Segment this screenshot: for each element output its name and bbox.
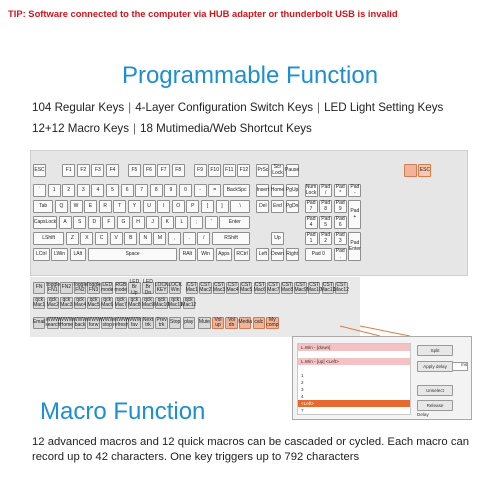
key[interactable]: qck Mac7 <box>114 296 127 308</box>
key[interactable]: Pause <box>286 164 299 177</box>
key[interactable]: Apps <box>216 248 233 261</box>
apply-delay-button[interactable]: Apply delay <box>417 361 453 372</box>
key[interactable]: LCtrl <box>33 248 50 261</box>
key[interactable]: CST Mac9 <box>294 281 307 293</box>
key[interactable]: LED Br Up <box>129 278 140 296</box>
key[interactable]: WWW back <box>72 316 88 328</box>
key[interactable]: X <box>80 232 93 245</box>
key[interactable]: ESC <box>418 164 431 177</box>
key[interactable]: WWW Home <box>59 316 74 328</box>
key[interactable]: CST Mac3 <box>212 281 226 293</box>
key[interactable]: Next trk <box>142 316 154 328</box>
key[interactable]: Pad 0 <box>305 248 333 261</box>
key[interactable]: Toggle FN3 <box>86 281 101 293</box>
key[interactable]: 1 <box>48 184 61 197</box>
key[interactable]: Pad 6 <box>334 216 347 229</box>
key[interactable]: K <box>161 216 174 229</box>
key[interactable]: U <box>143 200 156 213</box>
key[interactable]: CST Mac6 <box>253 281 266 293</box>
key[interactable]: ; <box>190 216 203 229</box>
list-item[interactable] <box>298 365 410 372</box>
key[interactable]: F4 <box>106 164 119 177</box>
key[interactable]: F6 <box>143 164 156 177</box>
key[interactable]: Num Lock <box>305 184 317 196</box>
key[interactable]: ' <box>205 216 218 229</box>
key[interactable]: B <box>124 232 137 245</box>
key[interactable]: Scr Lock <box>272 164 283 176</box>
key[interactable]: Media <box>239 317 251 329</box>
connector-line <box>360 326 410 336</box>
key[interactable]: qck Mac5 <box>87 296 100 308</box>
key[interactable]: Enter <box>219 216 250 229</box>
key[interactable]: qck Mac9 <box>141 296 155 308</box>
key[interactable]: LShift <box>33 232 64 245</box>
key[interactable]: F11 <box>223 164 236 177</box>
key[interactable]: qck Mac10 <box>154 296 170 308</box>
key[interactable]: Home <box>271 184 284 197</box>
key[interactable]: [ <box>201 200 214 213</box>
key[interactable]: Pad . <box>334 248 347 261</box>
key[interactable]: PgDn <box>286 200 299 213</box>
key[interactable]: Vol dn <box>225 317 237 329</box>
key[interactable]: Pad Enter <box>348 232 361 261</box>
key[interactable]: - <box>194 184 207 197</box>
key[interactable]: D <box>88 216 101 229</box>
key[interactable]: Toggle FN2 <box>72 281 88 293</box>
key[interactable]: Right <box>286 248 299 261</box>
features-line-2 <box>32 122 312 135</box>
unselect-button[interactable]: Unselect <box>417 385 453 396</box>
key[interactable]: Mute <box>198 317 210 329</box>
key[interactable]: Pad / <box>319 184 332 197</box>
list-item[interactable]: 2 <box>301 380 304 385</box>
key[interactable]: FN2 <box>60 282 72 294</box>
key[interactable]: play <box>183 317 195 329</box>
key[interactable]: Vol up <box>212 317 224 329</box>
key[interactable]: LOCK Win <box>168 281 183 293</box>
list-item[interactable]: 7 <box>301 408 304 413</box>
key[interactable]: WWW stop <box>100 316 115 328</box>
key[interactable]: N <box>139 232 152 245</box>
key[interactable]: LED mode <box>100 281 114 293</box>
ms-label: ms <box>461 362 468 367</box>
macro-step-list[interactable] <box>297 343 411 415</box>
key[interactable]: = <box>208 184 221 197</box>
key[interactable]: V <box>110 232 123 245</box>
key[interactable]: qck Mac3 <box>60 296 73 308</box>
key[interactable]: F10 <box>208 164 221 177</box>
key[interactable]: RCtrl <box>234 248 251 261</box>
key[interactable]: F <box>102 216 115 229</box>
key[interactable]: 0 <box>179 184 192 197</box>
key[interactable]: qck Mac11 <box>167 296 183 308</box>
key[interactable]: CST Mac12 <box>333 281 349 293</box>
key[interactable]: ` <box>33 184 46 197</box>
key[interactable]: . <box>183 232 196 245</box>
tip-text: TIP: Software connected to the computer via HUB adapter or thunderbolt USB is invalid <box>8 8 398 19</box>
key[interactable]: Pad 5 <box>319 216 332 229</box>
key[interactable]: I <box>157 200 170 213</box>
key[interactable]: PrSc <box>256 164 269 177</box>
key[interactable]: WWW fav <box>127 316 142 328</box>
key[interactable]: Pad - <box>348 184 361 197</box>
feature-macro-keys: 12+12 Macro Keys <box>32 122 129 135</box>
key[interactable]: F12 <box>237 164 250 177</box>
key[interactable]: L <box>175 216 188 229</box>
key[interactable]: WWW refresh <box>113 316 129 328</box>
key[interactable]: Del <box>256 200 269 213</box>
key[interactable]: qck Mac6 <box>101 296 114 308</box>
key[interactable]: O <box>172 200 185 213</box>
key[interactable]: Pad 3 <box>334 232 347 245</box>
key[interactable]: RAlt <box>179 248 196 261</box>
key[interactable]: qck Mac4 <box>73 296 87 308</box>
release-button[interactable]: Release <box>417 400 453 411</box>
key[interactable]: LWin <box>51 248 68 261</box>
feature-led-keys: LED Light Setting Keys <box>324 101 444 114</box>
key[interactable]: F5 <box>128 164 141 177</box>
list-item[interactable] <box>298 351 410 358</box>
key[interactable]: Pad 4 <box>305 216 318 229</box>
separator: | <box>317 101 321 114</box>
list-item[interactable]: L.Win - [up] <Left> <box>298 358 410 365</box>
key[interactable]: CST Mac11 <box>320 281 336 293</box>
key[interactable]: Q <box>55 200 68 213</box>
key[interactable]: calc <box>253 317 265 329</box>
key[interactable]: T <box>113 200 126 213</box>
key[interactable]: CST Mac8 <box>280 281 294 293</box>
key[interactable]: 7 <box>135 184 148 197</box>
separator: | <box>133 122 137 135</box>
key[interactable]: E <box>84 200 97 213</box>
key[interactable]: qck Mac8 <box>128 296 141 308</box>
key[interactable]: F9 <box>194 164 207 177</box>
key[interactable] <box>404 164 417 177</box>
key[interactable]: H <box>132 216 145 229</box>
delay-label: Delay <box>417 412 429 417</box>
split-button[interactable]: Split <box>417 345 453 356</box>
key[interactable]: , <box>168 232 181 245</box>
key[interactable]: A <box>59 216 72 229</box>
key[interactable]: WWW search <box>45 316 61 328</box>
key[interactable]: 5 <box>106 184 119 197</box>
key[interactable]: CST Mac7 <box>267 281 280 293</box>
key[interactable]: J <box>146 216 159 229</box>
macro-editor-window <box>292 336 472 420</box>
key[interactable]: P <box>186 200 199 213</box>
key[interactable]: C <box>95 232 108 245</box>
feature-regular-keys: 104 Regular Keys <box>32 101 125 114</box>
macro-function-title: Macro Function <box>40 398 206 425</box>
key[interactable]: Insert <box>256 184 269 197</box>
key[interactable]: Y <box>128 200 141 213</box>
key[interactable]: End <box>271 200 284 213</box>
key[interactable]: Prev trk <box>156 316 167 328</box>
macro-function-description: 12 advanced macros and 12 quick macros can be cascaded or cycled. Each macro can record up to 42 characters. One key triggers up to 792 characters <box>32 436 470 463</box>
key[interactable]: M <box>153 232 166 245</box>
feature-multimedia-keys: 18 Mutimedia/Web Shortcut Keys <box>140 122 312 135</box>
list-item[interactable]: <Left> <box>298 400 410 407</box>
key[interactable]: G <box>117 216 130 229</box>
key[interactable]: 2 <box>62 184 75 197</box>
key[interactable]: Pad * <box>334 184 347 197</box>
key[interactable]: CapsLock <box>33 216 57 229</box>
key[interactable]: Win <box>197 248 214 261</box>
key[interactable]: F1 <box>62 164 75 177</box>
key[interactable]: qck Mac12 <box>181 296 197 308</box>
key[interactable]: CST Mac2 <box>199 281 212 293</box>
key[interactable]: LAlt <box>70 248 87 261</box>
feature-layer-keys: 4-Layer Configuration Switch Keys <box>135 101 314 114</box>
key[interactable]: qck Mac1 <box>33 296 46 308</box>
key[interactable]: F3 <box>91 164 104 177</box>
list-item[interactable]: L.Win - [down] <box>298 344 410 351</box>
key[interactable]: Up <box>271 232 284 245</box>
key[interactable]: 6 <box>121 184 134 197</box>
key[interactable]: My comp <box>266 316 279 328</box>
key[interactable]: Stop <box>169 317 181 329</box>
key[interactable]: 9 <box>164 184 177 197</box>
key[interactable]: Space <box>88 248 178 261</box>
key[interactable]: Left <box>256 248 269 261</box>
key[interactable]: Down <box>271 248 284 261</box>
key[interactable]: ESC <box>33 164 46 177</box>
key[interactable]: Pad 9 <box>334 200 347 213</box>
key[interactable]: F7 <box>157 164 170 177</box>
key[interactable]: RShift <box>212 232 251 245</box>
key[interactable]: CST Mac10 <box>306 281 322 293</box>
key[interactable]: Email <box>33 317 45 329</box>
separator: | <box>128 101 132 114</box>
key[interactable]: Tab <box>33 200 53 213</box>
key[interactable]: CST Mac4 <box>226 281 239 293</box>
key[interactable]: RGB mode <box>114 281 128 293</box>
key[interactable]: W <box>70 200 83 213</box>
programmable-function-title: Programmable Function <box>121 62 379 89</box>
list-item[interactable]: 4 <box>301 394 304 399</box>
key[interactable]: Pad 1 <box>305 232 318 245</box>
key[interactable]: BackSpc <box>223 184 251 197</box>
key[interactable]: Pad 2 <box>319 232 332 245</box>
key[interactable]: 4 <box>91 184 104 197</box>
key[interactable]: PgUp <box>286 184 299 197</box>
key[interactable]: CST Mac5 <box>240 281 253 293</box>
key[interactable]: / <box>197 232 210 245</box>
key[interactable]: CST Mac1 <box>185 281 198 293</box>
key[interactable]: Z <box>66 232 79 245</box>
list-item[interactable]: 3 <box>301 387 304 392</box>
key[interactable]: FN <box>33 282 45 294</box>
list-item[interactable]: 1 <box>301 373 304 378</box>
key[interactable]: LED Br Dn <box>143 278 153 296</box>
key[interactable]: F8 <box>172 164 185 177</box>
key[interactable]: qck Mac2 <box>46 296 59 308</box>
key[interactable]: R <box>99 200 112 213</box>
key[interactable]: 8 <box>150 184 163 197</box>
key[interactable]: ] <box>216 200 229 213</box>
key[interactable]: \ <box>230 200 250 213</box>
key[interactable]: Pad 8 <box>319 200 332 213</box>
key[interactable]: Pad + <box>348 200 361 229</box>
key[interactable]: 3 <box>77 184 90 197</box>
key[interactable]: S <box>73 216 86 229</box>
key[interactable]: Toggle FN1 <box>45 281 61 293</box>
key[interactable]: WWW forw <box>86 316 101 328</box>
key[interactable]: Pad 7 <box>305 200 318 213</box>
key[interactable]: F2 <box>77 164 90 177</box>
features-line-1 <box>32 101 443 114</box>
key[interactable]: LOCK KEY <box>154 281 169 293</box>
